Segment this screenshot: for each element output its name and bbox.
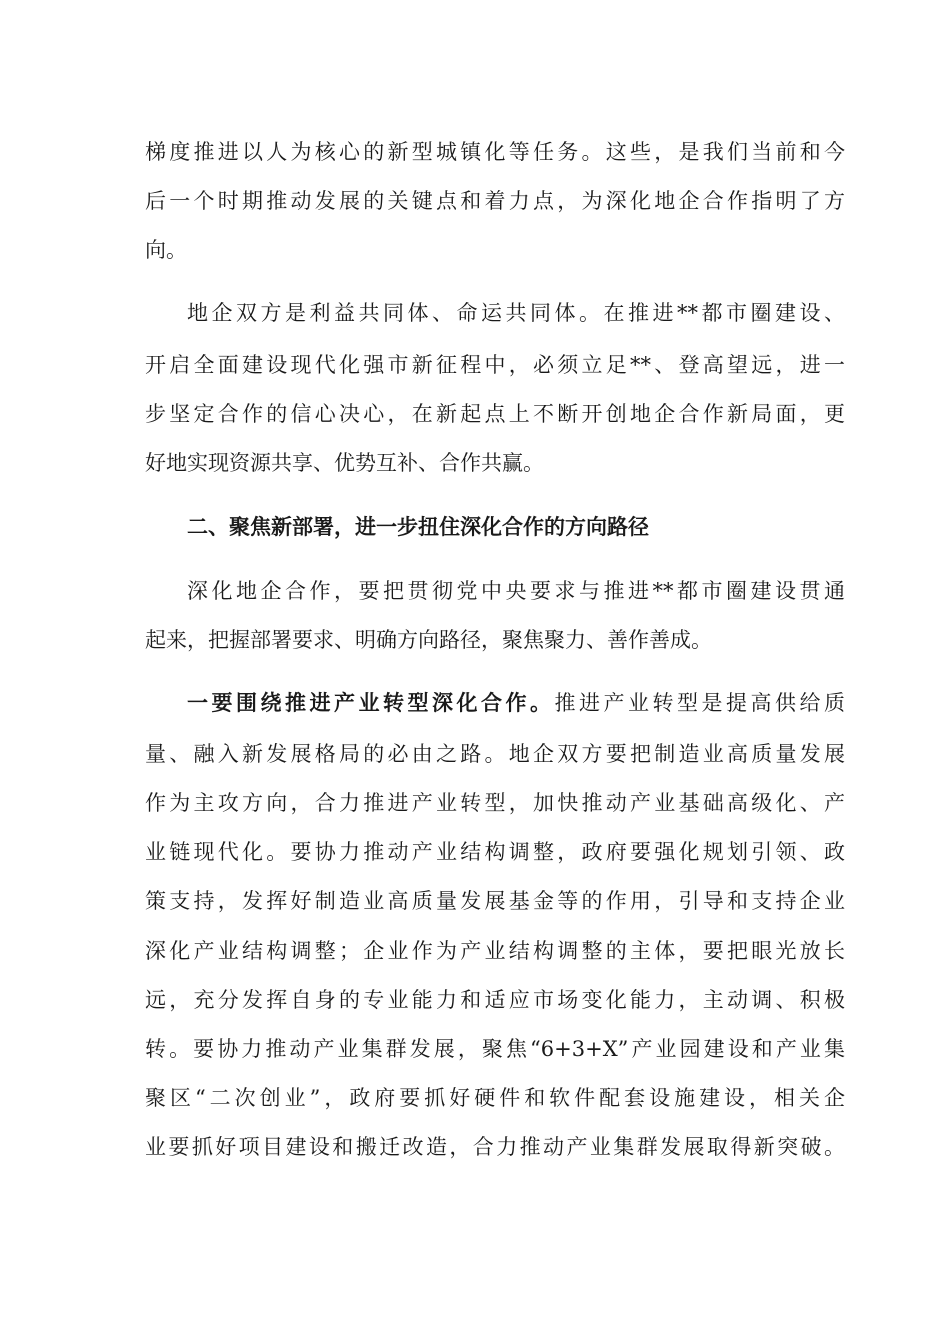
paragraph-2-line-3: 步坚定合作的信心决心，在新起点上不断开创地企合作新局面，更 — [145, 402, 845, 426]
paragraph-4-line-1 — [187, 689, 845, 717]
paragraph-1-line-3: 向。 — [145, 238, 187, 262]
paragraph-3-line-2: 起来，把握部署要求、明确方向路径，聚焦聚力、善作善成。 — [145, 628, 712, 652]
section-heading: 二、聚焦新部署，进一步扭住深化合作的方向路径 — [187, 515, 649, 539]
paragraph-4-line-5: 策支持，发挥好制造业高质量发展基金等的作用，引导和支持企业 — [145, 889, 845, 913]
paragraph-4-line-6: 深化产业结构调整；企业作为产业结构调整的主体，要把眼光放长 — [145, 939, 845, 963]
paragraph-2-line-2: 开启全面建设现代化强市新征程中，必须立足**、登高望远，进一 — [145, 353, 845, 377]
paragraph-4-line-10: 业要抓好项目建设和搬迁改造，合力推动产业集群发展取得新突破。 — [145, 1135, 845, 1159]
paragraph-2-line-4: 好地实现资源共享、优势互补、合作共赢。 — [145, 451, 544, 475]
paragraph-4-line-1-rest: 推进产业转型是提高供给质 — [554, 691, 845, 715]
paragraph-4-line-2: 量、融入新发展格局的必由之路。地企双方要把制造业高质量发展 — [145, 742, 845, 766]
paragraph-1-line-1: 梯度推进以人为核心的新型城镇化等任务。这些，是我们当前和今 — [145, 140, 845, 164]
paragraph-2-line-1: 地企双方是利益共同体、命运共同体。在推进**都市圈建设、 — [187, 301, 845, 325]
paragraph-4-line-7: 远，充分发挥自身的专业能力和适应市场变化能力，主动调、积极 — [145, 988, 845, 1012]
paragraph-4-line-9: 聚区“二次创业”，政府要抓好硬件和软件配套设施建设，相关企 — [145, 1086, 845, 1110]
paragraph-4-lead: 一要围绕推进产业转型深化合作。 — [187, 691, 555, 715]
paragraph-4-line-4: 业链现代化。要协力推动产业结构调整，政府要强化规划引领、政 — [145, 840, 845, 864]
paragraph-4-line-8: 转。要协力推动产业集群发展，聚焦“6+3+X”产业园建设和产业集 — [145, 1037, 845, 1061]
paragraph-4-line-3: 作为主攻方向，合力推进产业转型，加快推动产业基础高级化、产 — [145, 791, 845, 815]
paragraph-1-line-2: 后一个时期推动发展的关键点和着力点，为深化地企合作指明了方 — [145, 189, 845, 213]
paragraph-3-line-1: 深化地企合作，要把贯彻党中央要求与推进**都市圈建设贯通 — [187, 579, 845, 603]
